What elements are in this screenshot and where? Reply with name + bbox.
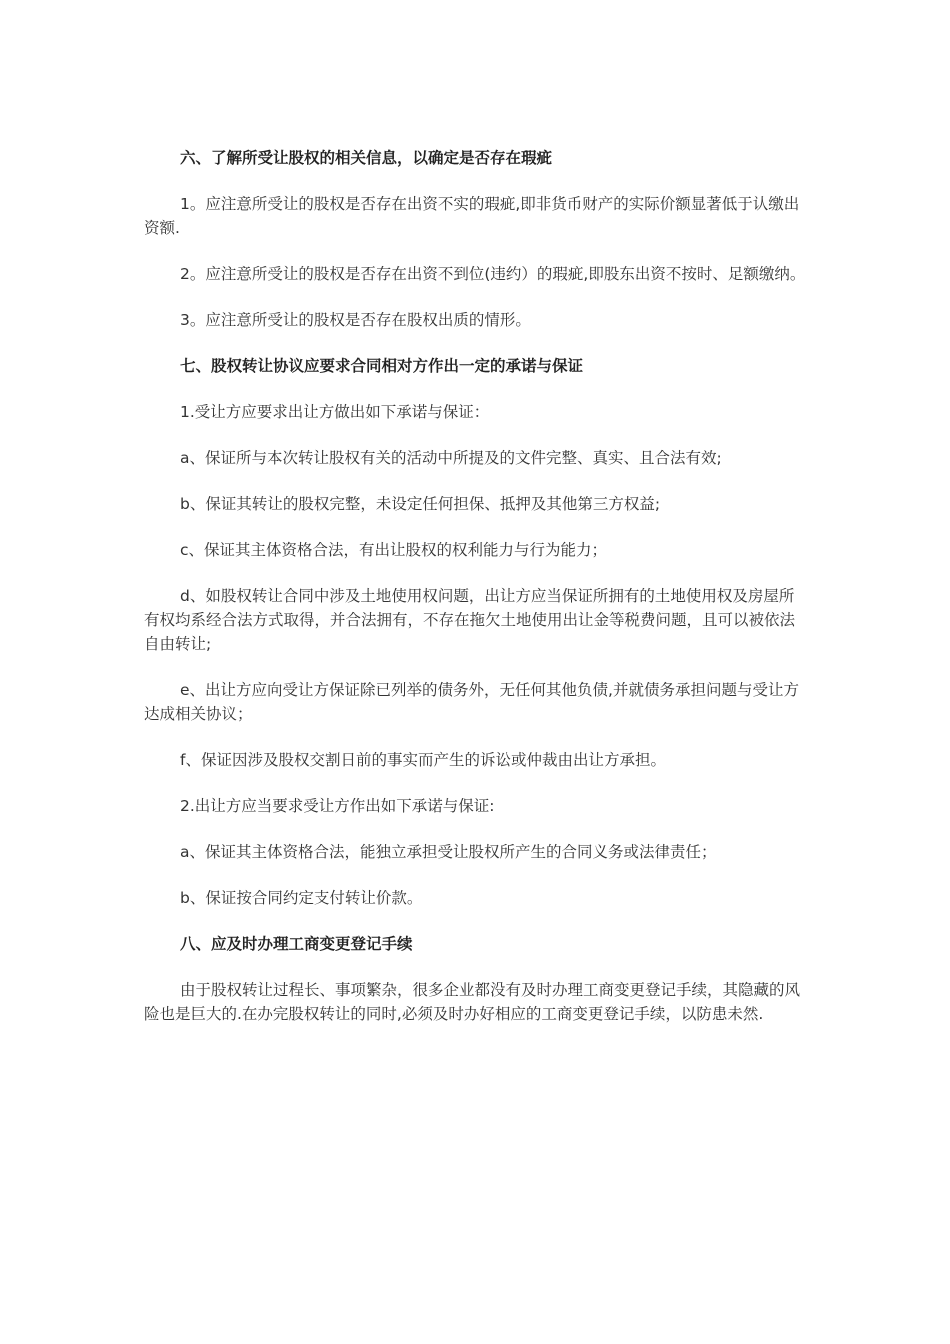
section-8-heading: 八、应及时办理工商变更登记手续 bbox=[180, 935, 413, 953]
section-7-part-2-item-a: a、保证其主体资格合法，能独立承担受让股权所产生的合同义务或法律责任； bbox=[180, 843, 717, 861]
document-page bbox=[144, 146, 808, 1048]
section-7-heading: 七、股权转让协议应要求合同相对方作出一定的承诺与保证 bbox=[180, 357, 584, 375]
section-6-item-3: 3。应注意所受让的股权是否存在股权出质的情形。 bbox=[180, 311, 531, 329]
section-7-part-1-item-e: e、出让方应向受让方保证除已列举的债务外，无任何其他负债,并就债务承担问题与受让方达成相关协议； bbox=[144, 681, 799, 723]
section-7-part-1-item-c: c、保证其主体资格合法，有出让股权的权利能力与行为能力； bbox=[180, 541, 608, 559]
section-7-part-1-title: 1.受让方应要求出让方做出如下承诺与保证： bbox=[180, 403, 490, 421]
section-6-heading: 六、了解所受让股权的相关信息，以确定是否存在瑕疵 bbox=[180, 149, 553, 167]
section-7-part-2-title: 2.出让方应当要求受让方作出如下承诺与保证: bbox=[180, 797, 495, 815]
section-7-part-1-item-a: a、保证所与本次转让股权有关的活动中所提及的文件完整、真实、且合法有效; bbox=[180, 449, 722, 467]
section-6-item-2: 2。应注意所受让的股权是否存在出资不到位(违约）的瑕疵,即股东出资不按时、足额缴纳。 bbox=[180, 265, 806, 283]
section-7-part-1-item-d: d、如股权转让合同中涉及土地使用权问题，出让方应当保证所拥有的土地使用权及房屋所有权均系经合法方式取得，并合法拥有，不存在拖欠土地使用出让金等税费问题，且可以被依法自由转让; bbox=[144, 587, 796, 653]
section-7-part-2-item-b: b、保证按合同约定支付转让价款。 bbox=[180, 889, 423, 907]
section-7-part-1-item-f: f、保证因涉及股权交割日前的事实而产生的诉讼或仲裁由出让方承担。 bbox=[180, 751, 666, 769]
section-7-part-1-item-b: b、保证其转让的股权完整，未设定任何担保、抵押及其他第三方权益; bbox=[180, 495, 661, 513]
section-6-item-1: 1。应注意所受让的股权是否存在出资不实的瑕疵,即非货币财产的实际价额显著低于认缴出资额. bbox=[144, 195, 800, 237]
section-8-body: 由于股权转让过程长、事项繁杂，很多企业都没有及时办理工商变更登记手续，其隐藏的风险也是巨大的.在办完股权转让的同时,必须及时办好相应的工商变更登记手续，以防患未然. bbox=[144, 981, 801, 1023]
